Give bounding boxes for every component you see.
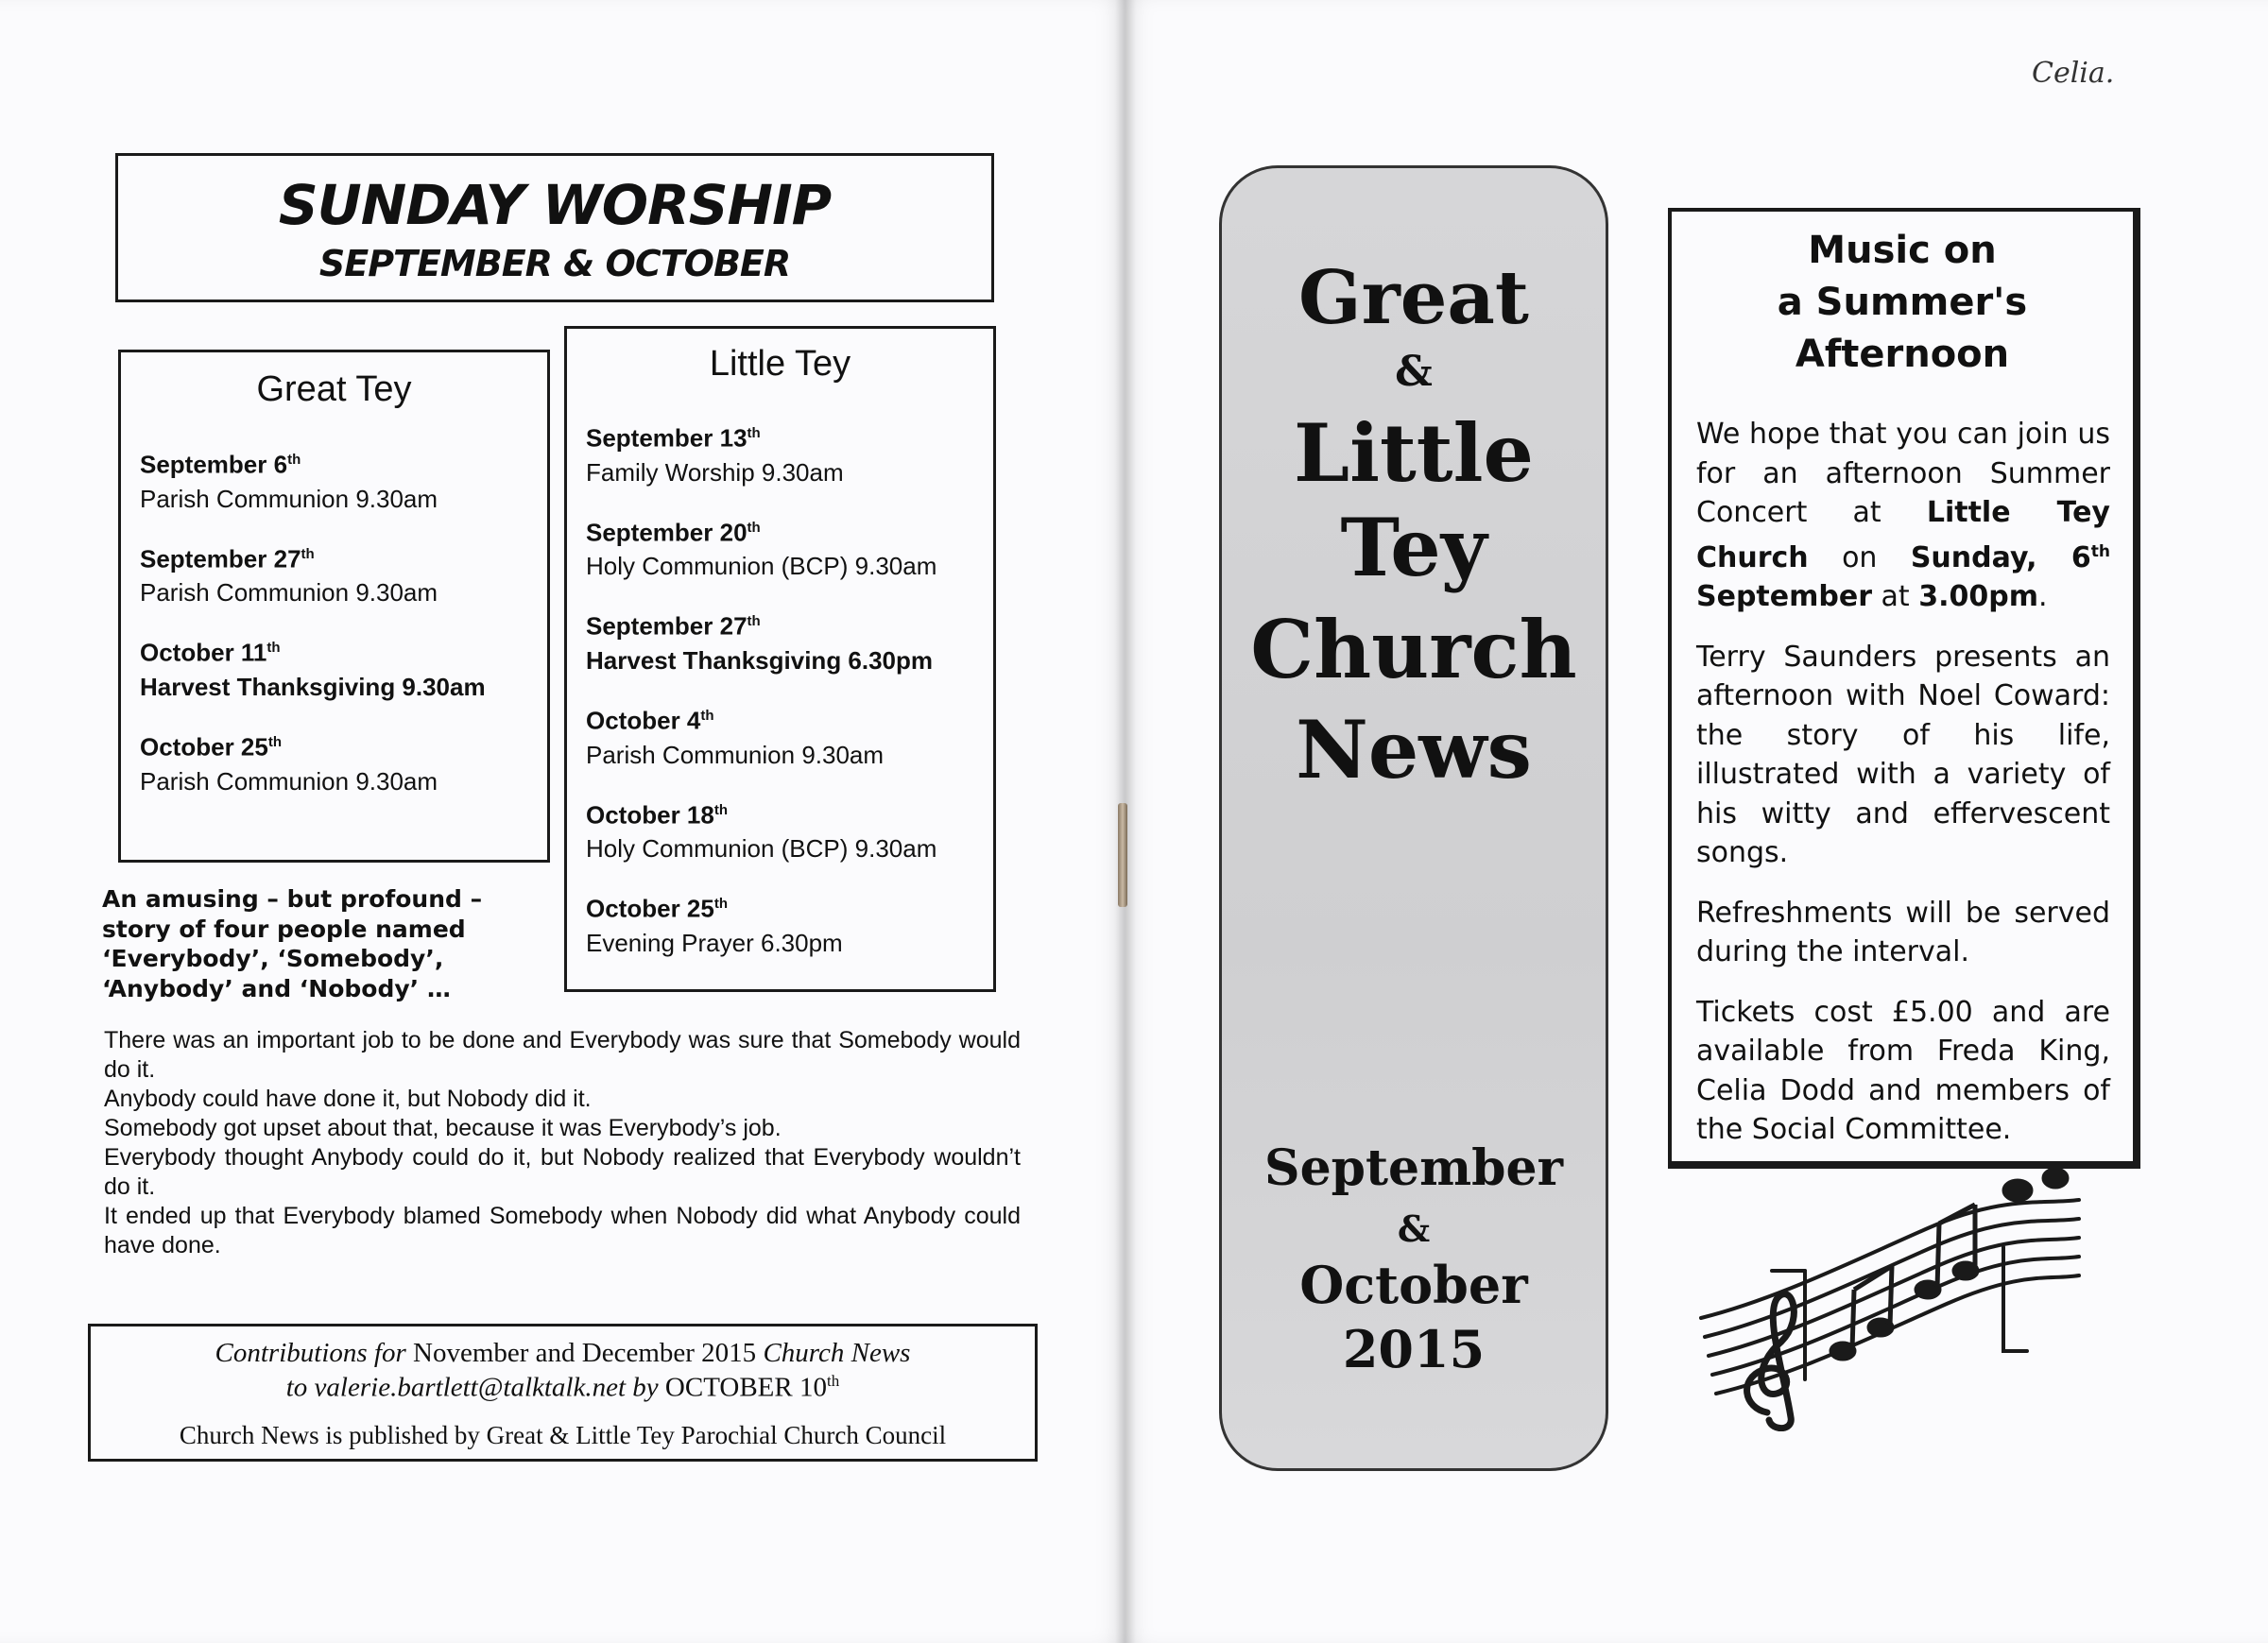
- contributions-line-1: [91, 1338, 1035, 1369]
- story-body: [104, 1026, 1021, 1260]
- great-tey-schedule: [118, 350, 550, 863]
- newsletter-masthead: [1219, 165, 1608, 1471]
- service-description: Parish Communion 9.30am: [140, 484, 438, 513]
- service-date: September 20th: [586, 518, 761, 547]
- masthead-news: News: [1296, 703, 1532, 796]
- story-heading-line: ‘Everybody’, ‘Somebody’,: [102, 945, 444, 972]
- music-event-box: [1668, 208, 2140, 1169]
- contributions-label: Contributions for: [215, 1338, 406, 1368]
- music-paragraph-3: Refreshments will be served during the interval.: [1696, 896, 2110, 968]
- story-paragraph: There was an important job to be done and Everybody was sure that Somebody would do it.: [104, 1027, 1021, 1083]
- service-description: Holy Communion (BCP) 9.30am: [586, 552, 937, 581]
- masthead-great: Great: [1298, 255, 1529, 341]
- little-tey-services: [586, 417, 984, 982]
- service-description: Harvest Thanksgiving 9.30am: [140, 672, 486, 701]
- story-paragraph: Somebody got upset about that, because it was Everybody’s job.: [104, 1115, 782, 1141]
- music-on-text: on: [1842, 540, 1878, 574]
- music-title-line: Afternoon: [1795, 333, 2010, 376]
- music-title-line: a Summer's: [1777, 281, 2028, 324]
- service-description: Holy Communion (BCP) 9.30am: [586, 834, 937, 864]
- service-entry: [140, 538, 538, 610]
- story-paragraph: Everybody thought Anybody could do it, but Nobody realized that Everybody wouldn’t do it.: [104, 1144, 1021, 1200]
- music-paragraph-2: Terry Saunders presents an afternoon with Noel Coward: the story of his life, illustrated with a variety of his witty and effervescent songs.: [1696, 640, 2110, 869]
- contributions-deadline: OCTOBER 10: [664, 1372, 827, 1403]
- contributions-publication: Church News: [763, 1338, 911, 1368]
- service-entry: [586, 887, 984, 960]
- service-entry: [140, 726, 538, 798]
- note-head: [2044, 1170, 2067, 1187]
- music-notes-illustration: [1692, 1157, 2088, 1431]
- contributions-line-2: [91, 1372, 1035, 1404]
- service-date: September 27th: [586, 611, 761, 641]
- handwritten-note: Celia.: [2032, 57, 2115, 90]
- masthead-little: Little: [1294, 406, 1534, 500]
- contributions-issue: November and December 2015: [413, 1338, 757, 1368]
- masthead-year: 2015: [1342, 1319, 1486, 1379]
- service-date: October 25th: [586, 894, 728, 923]
- music-period: .: [2038, 580, 2048, 613]
- note-stem: [1852, 1290, 1854, 1349]
- masthead-october: October: [1299, 1255, 1528, 1315]
- little-tey-schedule: [564, 326, 996, 992]
- story-heading-line: An amusing – but profound –: [102, 885, 483, 913]
- service-date: October 4th: [586, 706, 714, 735]
- service-entry: [586, 417, 984, 489]
- service-description: Evening Prayer 6.30pm: [586, 928, 843, 957]
- note-stem: [1937, 1224, 1939, 1288]
- music-venue: Little Tey Church: [1696, 496, 2110, 574]
- music-date: Sunday, 6: [1910, 540, 2091, 574]
- service-description: Family Worship 9.30am: [586, 457, 844, 487]
- service-entry: [586, 605, 984, 677]
- worship-subtitle: SEPTEMBER & OCTOBER: [318, 243, 791, 284]
- service-date: September 13th: [586, 423, 761, 453]
- service-description: Parish Communion 9.30am: [586, 740, 885, 769]
- service-date: October 25th: [140, 732, 282, 762]
- music-month: September: [1696, 580, 1872, 613]
- staff-line: [1716, 1275, 2079, 1394]
- service-entry: [140, 443, 538, 516]
- story-paragraph: It ended up that Everybody blamed Somebody when Nobody did what Anybody could have done.: [104, 1203, 1021, 1258]
- contributions-box: [88, 1324, 1038, 1462]
- masthead-ampersand: &: [1395, 348, 1433, 396]
- music-title: [1672, 225, 2133, 381]
- staple: [1118, 803, 1127, 907]
- music-at-text: at: [1881, 580, 1910, 613]
- masthead-ampersand-2: &: [1397, 1207, 1431, 1250]
- masthead-september: September: [1264, 1139, 1563, 1197]
- note-head: [2004, 1181, 2031, 1200]
- music-title-line: Music on: [1808, 229, 1997, 272]
- story-heading: [102, 884, 537, 1003]
- publisher-line: Church News is published by Great & Little Tey Parochial Church Council: [179, 1421, 947, 1449]
- masthead-church: Church: [1250, 603, 1577, 696]
- music-paragraph-4: Tickets cost £5.00 and are available from Freda King, Celia Dodd and members of the Social Committee.: [1696, 995, 2110, 1146]
- worship-title: SUNDAY WORSHIP: [278, 173, 832, 237]
- note-stem: [1890, 1266, 1892, 1326]
- service-date: September 27th: [140, 544, 315, 573]
- service-entry: [586, 699, 984, 772]
- music-date-suffix: th: [2090, 541, 2110, 561]
- music-time: 3.00pm: [1918, 580, 2039, 613]
- service-entry: [140, 631, 538, 704]
- service-date: September 6th: [140, 450, 301, 479]
- masthead-tey: Tey: [1340, 501, 1487, 594]
- music-paragraph-1: [1696, 415, 2110, 617]
- service-description: Harvest Thanksgiving 6.30pm: [586, 645, 934, 675]
- service-entry: [586, 794, 984, 866]
- little-tey-title: Little Tey: [709, 344, 851, 384]
- great-tey-title: Great Tey: [256, 369, 412, 409]
- story-heading-line: ‘Anybody’ and ‘Nobody’ …: [102, 974, 451, 1002]
- story-paragraph: Anybody could have done it, but Nobody did it.: [104, 1086, 592, 1112]
- service-entry: [586, 511, 984, 584]
- service-date: October 11th: [140, 638, 281, 667]
- service-description: Parish Communion 9.30am: [140, 766, 438, 796]
- worship-header-box: [115, 153, 994, 302]
- story-heading-line: story of four people named: [102, 915, 466, 943]
- contributions-email: to valerie.bartlett@talktalk.net by: [285, 1372, 659, 1403]
- service-date: October 18th: [586, 800, 728, 830]
- service-description: Parish Communion 9.30am: [140, 578, 438, 608]
- deadline-suffix: th: [827, 1372, 840, 1390]
- music-body: [1696, 415, 2110, 1171]
- great-tey-services: [140, 443, 538, 820]
- music-invite-text: We hope that you can join us for an afternoon Summer Concert at: [1696, 418, 2110, 529]
